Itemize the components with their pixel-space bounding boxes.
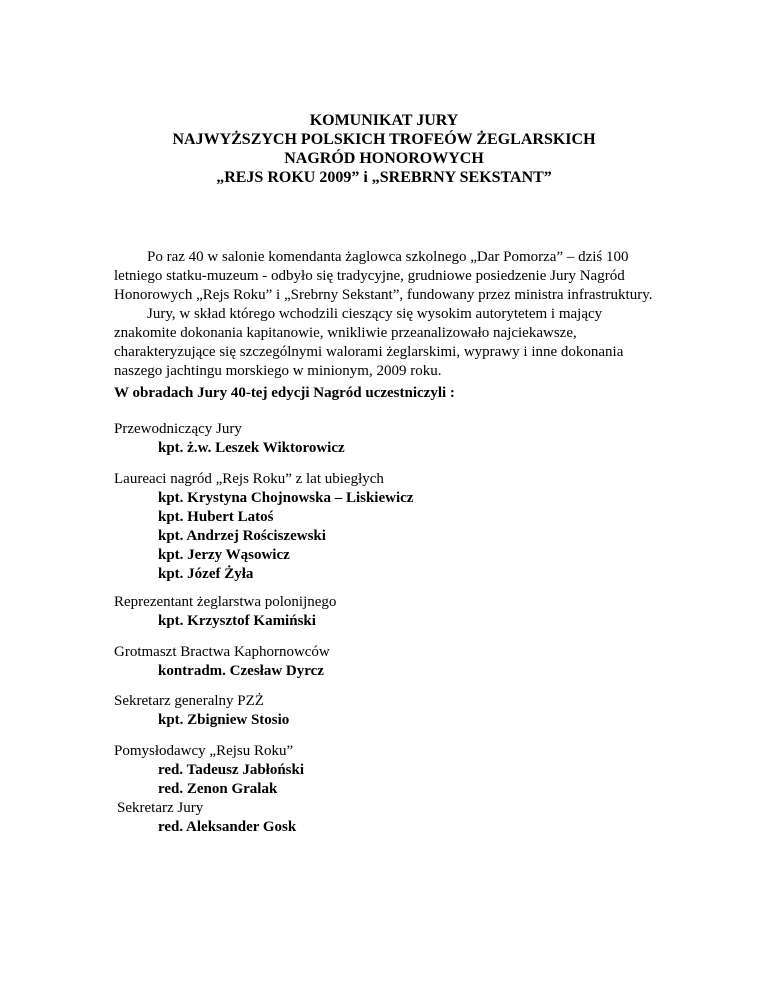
intro-paragraph-1 <box>114 248 674 305</box>
group-label: Laureaci nagród „Rejs Roku” z lat ubiegłych <box>114 471 384 487</box>
member-name: kpt. Zbigniew Stosio <box>158 712 290 728</box>
member-name: kpt. ż.w. Leszek Wiktorowicz <box>158 440 345 456</box>
group-label: Grotmaszt Bractwa Kaphornowców <box>114 644 330 660</box>
member-name: red. Tadeusz Jabłoński <box>158 762 305 778</box>
group-secretary <box>114 799 674 837</box>
text-line: Po raz 40 w salonie komendanta żaglowca szkolnego „Dar Pomorza” – dziś 100 <box>147 249 629 265</box>
text-line: naszego jachtingu morskiego w minionym, 2009 roku. <box>114 363 442 379</box>
member-name: kontradm. Czesław Dyrcz <box>158 663 324 679</box>
text-line: charakteryzujące się szczególnymi walorami żeglarskimi, wyprawy i inne dokonania <box>114 344 624 360</box>
text-line: znakomite dokonania kapitanowie, wnikliwie przeanalizowało najciekawsze, <box>114 325 577 341</box>
title-line: „REJS ROKU 2009” i „SREBRNY SEKSTANT” <box>216 169 552 186</box>
title-line: NAJWYŻSZYCH POLSKICH TROFEÓW ŻEGLARSKICH <box>172 131 596 148</box>
group-kaphornowcy <box>114 643 674 681</box>
member-name: kpt. Krzysztof Kamiński <box>158 613 316 629</box>
group-polonia <box>114 593 674 631</box>
member-name: kpt. Jerzy Wąsowicz <box>158 547 290 563</box>
document-title <box>0 111 768 187</box>
text-line: Jury, w skład którego wchodzili cieszący się wysokim autorytetem i mający <box>147 306 603 322</box>
member-name: red. Aleksander Gosk <box>158 819 297 835</box>
group-label: Przewodniczący Jury <box>114 421 242 437</box>
participants-heading: W obradach Jury 40-tej edycji Nagród uczestniczyli : <box>114 385 455 401</box>
member-name: kpt. Józef Żyła <box>158 566 254 582</box>
group-laureates <box>114 470 674 584</box>
text-line: letniego statku-muzeum - odbyło się tradycyjne, grudniowe posiedzenie Jury Nagród <box>114 268 625 284</box>
group-label: Pomysłodawcy „Rejsu Roku” <box>114 743 294 759</box>
member-name: kpt. Andrzej Rościszewski <box>158 528 326 544</box>
title-line: NAGRÓD HONOROWYCH <box>284 150 484 167</box>
group-label: Sekretarz Jury <box>117 800 204 816</box>
member-name: red. Zenon Gralak <box>158 781 278 797</box>
text-line: Honorowych „Rejs Roku” i „Srebrny Sekstant”, fundowany przez ministra infrastruktury. <box>114 287 653 303</box>
member-name: kpt. Hubert Latoś <box>158 509 274 525</box>
member-name: kpt. Krystyna Chojnowska – Liskiewicz <box>158 490 414 506</box>
title-line: KOMUNIKAT JURY <box>309 112 459 129</box>
group-founders <box>114 742 674 799</box>
group-label: Reprezentant żeglarstwa polonijnego <box>114 594 337 610</box>
intro-paragraph-2 <box>114 305 674 381</box>
group-chairman <box>114 420 674 458</box>
group-pzz <box>114 692 674 730</box>
group-label: Sekretarz generalny PZŻ <box>114 693 264 709</box>
